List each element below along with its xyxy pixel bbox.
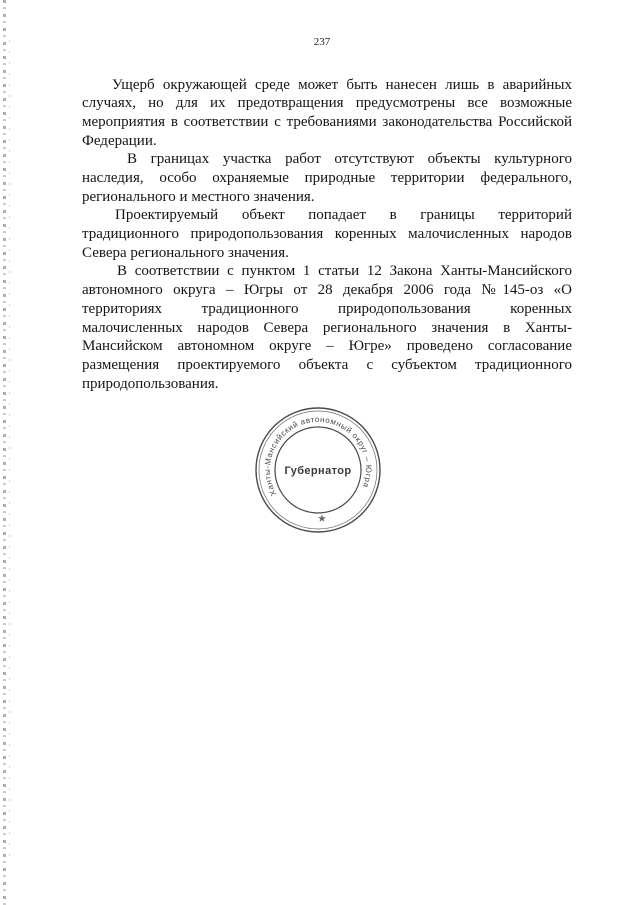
scan-edge-artifact [9,40,10,860]
official-seal-stamp [250,402,386,538]
text-line: Мансийском автономном округе – Югре» проведено согласование [82,338,572,355]
text-line: В границах участка работ отсутствуют объекты культурного [127,151,572,168]
text-line: мероприятия в соответствии с требованиями законодательства Российской [82,113,572,130]
text-line: природопользования. [82,375,219,392]
text-line: В соответствии с пунктом 1 статьи 12 Закона Ханты-Мансийского [117,263,572,280]
text-line: наследия, особо охраняемые природные территории федерального, [82,170,572,187]
text-line: размещения проектируемого объекта с субъектом традиционного [82,356,572,373]
seal-center-text: Губернатор [284,465,352,477]
seal-ring-text-path: Ханты-Мансийский автономный округ – Югра [262,414,374,498]
text-line: малочисленных народов Севера регионального значения в Ханты- [82,319,572,336]
scan-edge-artifact [3,0,6,905]
paragraph-cultural-heritage [82,150,572,206]
text-line: случаях, но для их предотвращения предусмотрены все возможные [82,95,572,112]
paragraph-traditional-territories [82,206,572,262]
document-body [82,76,572,394]
text-line: автономного округа – Югры от 28 декабря 2006 года №145-оз «О [82,282,572,299]
text-line: Севера регионального значения. [82,244,289,261]
text-line: территориях традиционного природопользования коренных [82,300,572,317]
text-line: Федерации. [82,132,157,149]
seal-star-icon [318,515,326,522]
page-number: 237 [313,36,331,48]
text-line: регионального и местного значения. [82,188,315,205]
paragraph-law-approval [82,262,572,393]
text-line: Проектируемый объект попадает в границы территорий [115,207,572,224]
text-line: традиционного природопользования коренных малочисленных народов [82,226,572,243]
text-line: Ущерб окружающей среде может быть нанесен лишь в аварийных [112,76,572,93]
paragraph-environmental-damage [82,76,572,151]
